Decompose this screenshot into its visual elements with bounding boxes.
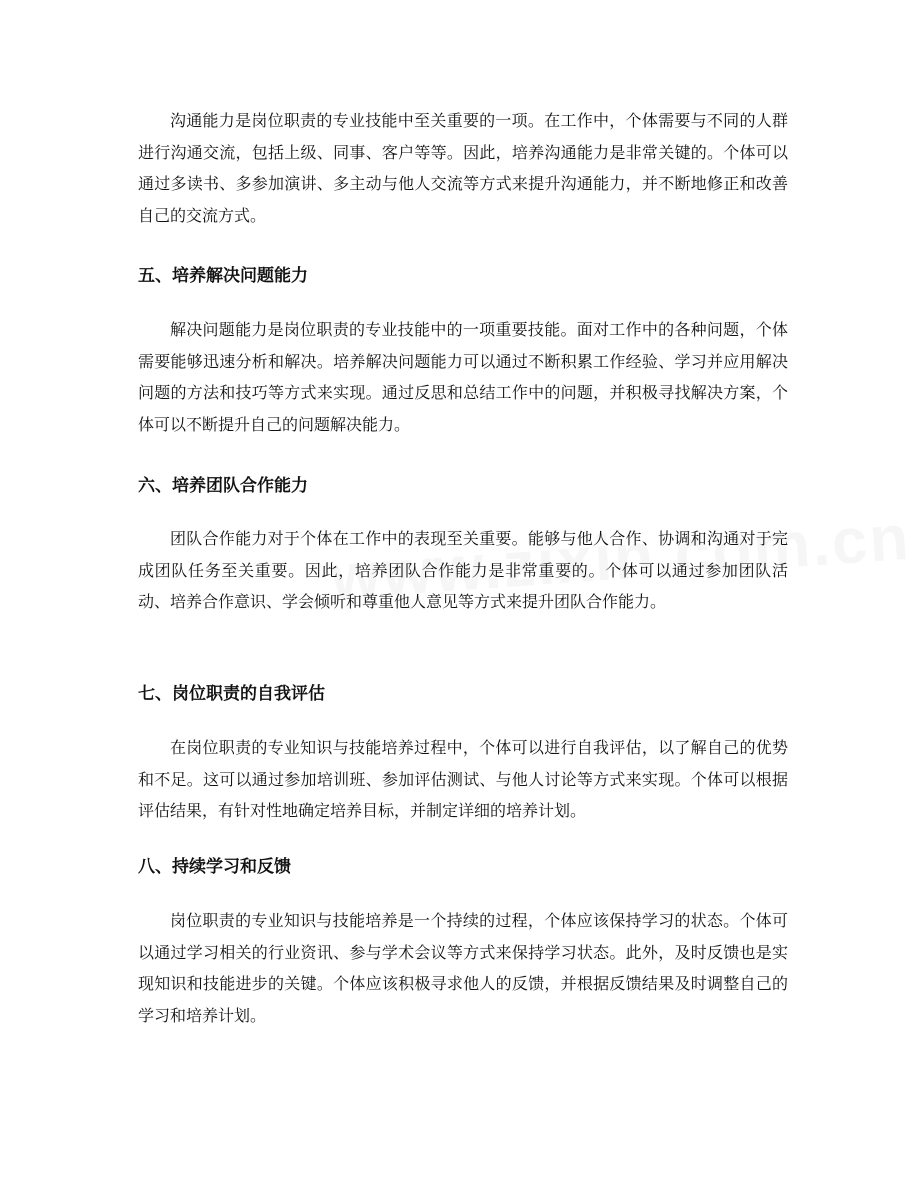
paragraph-continuous-learning: 岗位职责的专业知识与技能培养是一个持续的过程，个体应该保持学习的状态。个体可以通过学习相关的行业资讯、参与学术会议等方式来保持学习状态。此外，及时反馈也是实现知识和技能进步的关键。个体应该积极寻求他人的反馈，并根据反馈结果及时调整自己的学习和培养计划。 [138,911,788,1025]
heading-self-assessment: 七、岗位职责的自我评估 [138,684,325,704]
paragraph-teamwork: 团队合作能力对于个体在工作中的表现至关重要。能够与他人合作、协调和沟通对于完成团队任务至关重要。因此，培养团队合作能力是非常重要的。个体可以通过参加团队活动、培养合作意识、学会倾听和尊重他人意见等方式来提升团队合作能力。 [138,529,788,611]
heading-problem-solving: 五、培养解决问题能力 [138,266,308,286]
heading-continuous-learning: 八、持续学习和反馈 [138,857,291,877]
paragraph-self-assessment: 在岗位职责的专业知识与技能培养过程中，个体可以进行自我评估，以了解自己的优势和不足。这可以通过参加培训班、参加评估测试、与他人讨论等方式来实现。个体可以根据评估结果，有针对性地确定培养目标，并制定详细的培养计划。 [138,738,788,820]
paragraph-problem-solving: 解决问题能力是岗位职责的专业技能中的一项重要技能。面对工作中的各种问题，个体需要能够迅速分析和解决。培养解决问题能力可以通过不断积累工作经验、学习并应用解决问题的方法和技巧等方式来实现。通过反思和总结工作中的问题，并积极寻找解决方案，个体可以不断提升自己的问题解决能力。 [138,320,788,434]
heading-teamwork: 六、培养团队合作能力 [138,476,308,496]
paragraph-communication: 沟通能力是岗位职责的专业技能中至关重要的一项。在工作中，个体需要与不同的人群进行沟通交流，包括上级、同事、客户等等。因此，培养沟通能力是非常关键的。个体可以通过多读书、多参加演讲、多主动与他人交流等方式来提升沟通能力，并不断地修正和改善自己的交流方式。 [138,111,788,225]
